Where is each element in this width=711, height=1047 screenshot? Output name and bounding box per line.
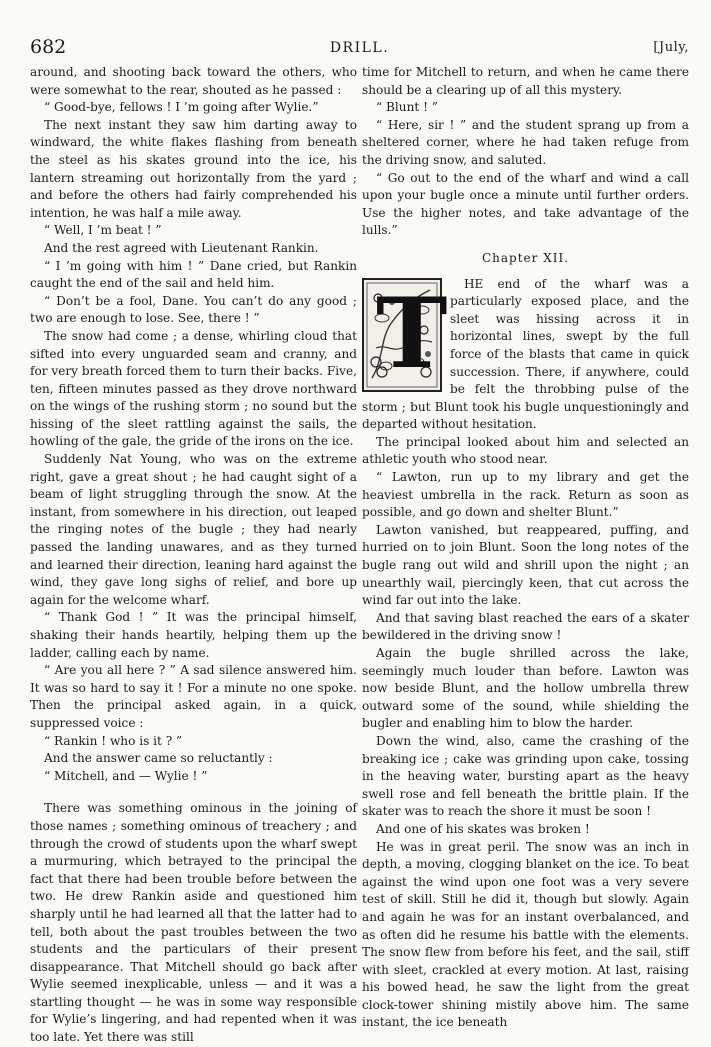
paragraph: “ Don’t be a fool, Dane. You can’t do any good ; two are enough to lose. See, there ! ” xyxy=(30,293,357,326)
dropcap-paragraph xyxy=(362,276,689,434)
left-column xyxy=(30,64,357,1047)
paragraph: Down the wind, also, came the crashing of the breaking ice ; cake was grinding upon cake, tossing in the heaving water, bursting apart as the heavy swell rose and fell beneath the brittle plain. If the skater was to reach the shore it must be soon ! xyxy=(362,733,689,819)
paragraph: “ Thank God ! ” It was the principal himself, shaking their hands heartily, helping them up the ladder, calling each by name. xyxy=(30,610,357,660)
right-column xyxy=(362,64,689,1032)
paragraph: “ I ’m going with him ! ” Dane cried, but Rankin caught the end of the sail and held him. xyxy=(30,258,357,291)
paragraph: “ Go out to the end of the wharf and wind a call upon your bugle once a minute until further orders. Use the higher notes, and take advantage of the lulls.” xyxy=(362,170,689,238)
paragraph: The snow had come ; a dense, whirling cloud that sifted into every unguarded seam and cranny, and for very breath forced them to turn their backs. Five, ten, fifteen minutes passed as they drove northward on the wings of the rushing storm ; no sound but the hissing of the sleet rattling against the sails, the howling of the gale, the gride of the irons on the ice. xyxy=(30,328,357,449)
paragraph: “ Are you all here ? ” A sad silence answered him. It was so hard to say it ! For a minute no one spoke. Then the principal asked again, in a quick, suppressed voice : xyxy=(30,663,357,730)
paragraph: The principal looked about him and selected an athletic youth who stood near. xyxy=(362,434,689,467)
paragraph: around, and shooting back toward the others, who were somewhat to the rear, shouted as he passed : xyxy=(30,65,357,97)
running-header xyxy=(30,36,689,62)
paragraph: The next instant they saw him darting away to windward, the white flakes flashing from beneath the steel as his skates ground into the ice, his lantern streaming out horizontally from the yard ; and before the others had fairly comprehended his intention, he was half a mile away. xyxy=(30,117,357,220)
paragraph: Suddenly Nat Young, who was on the extreme right, gave a great shout ; he had caught sight of a beam of light struggling through the snow. At the instant, from somewhere in his direction, out leaped the ringing notes of the bugle ; they had nearly passed the landing unawares, and as they turned and learned their direction, leaning hard against the wind, they gave long sighs of relief, and bore up again for the welcome wharf. xyxy=(30,452,357,607)
dropcap-paragraph-text: HE end of the wharf was a particularly exposed place, and the sleet was hissing across it in horizontal lines, swept by the full force of the blasts that came in quick succession. There, if anywhere, could be felt the throbbing pulse of the storm ; but Blunt took his bugle unquestioningly and departed without hesitation. xyxy=(362,276,689,432)
paragraph: “ Well, I ’m beat ! ” xyxy=(44,223,162,238)
page-number: 682 xyxy=(30,36,67,58)
paragraph: “ Good-bye, fellows ! I ’m going after Wylie.” xyxy=(44,100,319,115)
paragraph: And the answer came so reluctantly : xyxy=(44,751,273,766)
chapter-heading: Chapter XII. xyxy=(481,250,570,265)
paragraph: time for Mitchell to return, and when he came there should be a clearing up of all this mystery. xyxy=(362,65,689,97)
paragraph: And one of his skates was broken ! xyxy=(376,821,590,836)
decorated-initial xyxy=(362,276,448,392)
dropcap-letter: T xyxy=(376,276,448,390)
paragraph: Again the bugle shrilled across the lake, seemingly much louder than before. Lawton was now beside Blunt, and the hollow umbrella threw outward some of the sound, while shielding the bugler and enabling him to blow the harder. xyxy=(362,646,689,731)
paragraph: And that saving blast reached the ears of a skater bewildered in the driving snow ! xyxy=(362,610,689,643)
issue-date: [July, xyxy=(653,40,689,55)
paragraph: “ Lawton, run up to my library and get the heaviest umbrella in the rack. Return as soon as possible, and go down and shelter Blunt.” xyxy=(362,470,689,520)
paragraph: “ Rankin ! who is it ? ” xyxy=(44,733,183,748)
paragraph: “ Mitchell, and — Wylie ! ” xyxy=(44,768,208,783)
paragraph: “ Blunt ! ” xyxy=(376,100,438,115)
paragraph: And the rest agreed with Lieutenant Rankin. xyxy=(44,240,319,255)
paragraph: There was something ominous in the joining of those names ; something ominous of treachery ; and through the crowd of students upon the wharf swept a murmuring, which betrayed to the principal the fact that there had been trouble before between the two. He drew Rankin aside and questioned him sharply until he had learned all that the latter had to tell, both about the past troubles between the two students and the particulars of their present disappearance. That Mitchell should go back after Wylie seemed inexplicable, unless — and it was a startling thought — he was in some way responsible for Wylie’s lingering, and had repented when it was too late. Yet there was still xyxy=(30,801,357,1045)
running-title: DRILL. xyxy=(329,40,390,56)
paragraph: “ Here, sir ! ” and the student sprang up from a sheltered corner, where he had taken refuge from the driving snow, and saluted. xyxy=(362,117,689,167)
paragraph: Lawton vanished, but reappeared, puffing, and hurried on to join Blunt. Soon the long notes of the bugle rang out wild and shrill upon the night ; an unearthly wail, piercingly keen, that cut across the wind far out into the lake. xyxy=(362,522,689,608)
paragraph: He was in great peril. The snow was an inch in depth, a moving, clogging blanket on the ice. To beat against the wind upon one foot was a very severe test of skill. Still he did it, though but slowly. Again and again he was for an instant overbalanced, and as often did he resume his battle with the elements. The snow flew from before his feet, and the sail, stiff with sleet, crackled at every motion. At last, raising his bowed head, he saw the light from the great clock-tower shining mistily above him. The same instant, the ice beneath xyxy=(362,839,689,1030)
